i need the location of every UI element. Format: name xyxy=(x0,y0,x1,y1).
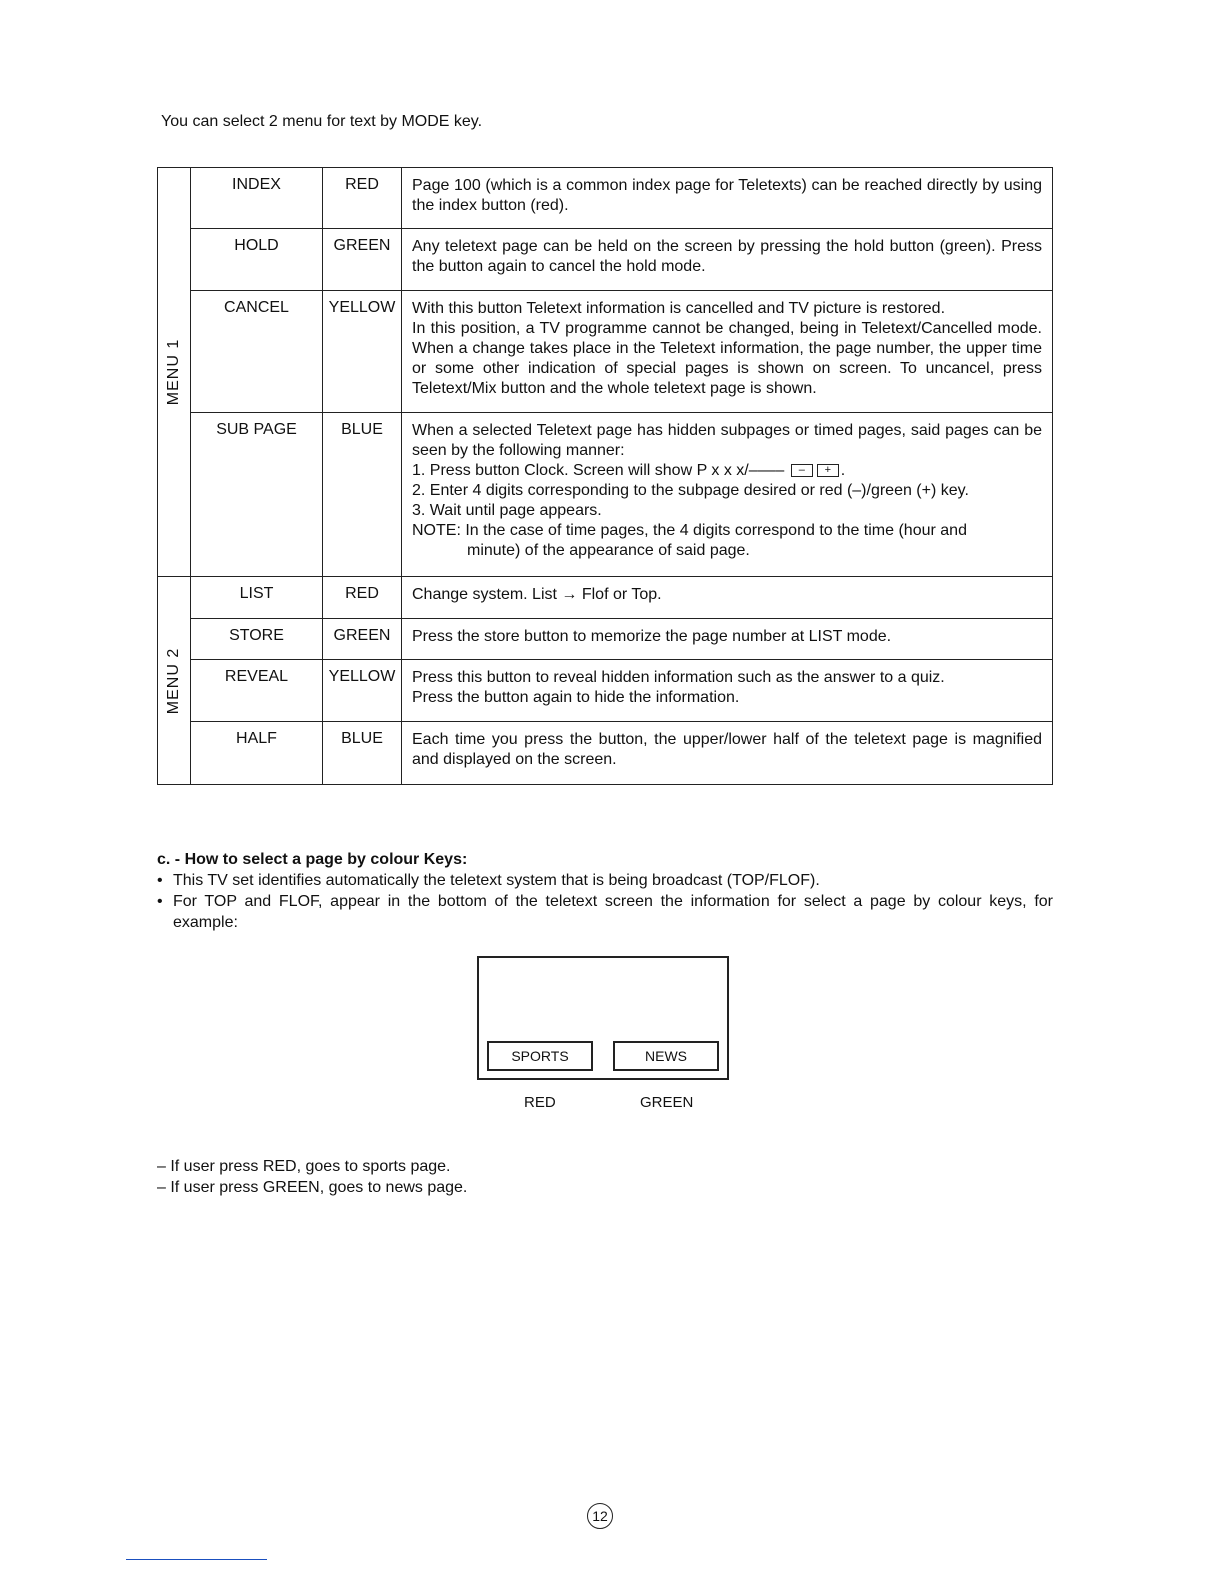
table-row xyxy=(158,291,1053,413)
description-cell xyxy=(402,577,1053,619)
intro-text: You can select 2 menu for text by MODE key. xyxy=(161,113,483,130)
description-line: NOTE: In the case of time pages, the 4 digits correspond to the time (hour and xyxy=(412,522,967,539)
menu2-label-cell xyxy=(158,577,191,785)
description-cell xyxy=(402,168,1053,229)
menu1-label: MENU 1 xyxy=(165,338,182,406)
description-cell xyxy=(402,229,1053,291)
colour-cell: YELLOW xyxy=(323,660,402,722)
bullet-text: For TOP and FLOF, appear in the bottom of the teletext screen the information for select a page by colour keys, for example: xyxy=(173,893,1053,931)
minus-key-icon: – xyxy=(791,464,813,477)
description-line: Press the button again to hide the information. xyxy=(412,689,740,706)
colour-cell: RED xyxy=(323,577,402,619)
step-text: 1. Press button Clock. Screen will show P x x x/–––– xyxy=(412,462,785,479)
description-line: Change system. List → Flof or Top. xyxy=(412,586,662,603)
description-line: Any teletext page can be held on the screen by pressing the hold button (green). Press the button again to cancel the hold mode. xyxy=(412,238,1042,275)
description-line: 2. Enter 4 digits corresponding to the subpage desired or red (–)/green (+) key. xyxy=(412,482,969,499)
function-cell: INDEX xyxy=(191,168,323,229)
description-cell xyxy=(402,660,1053,722)
function-cell: LIST xyxy=(191,577,323,619)
bullet-item xyxy=(157,870,1053,891)
colour-cell: GREEN xyxy=(323,619,402,660)
colour-cell: GREEN xyxy=(323,229,402,291)
table-row xyxy=(158,619,1053,660)
news-button: NEWS xyxy=(613,1041,719,1071)
function-cell: HOLD xyxy=(191,229,323,291)
footer-divider xyxy=(126,1559,267,1560)
bullet-text: This TV set identifies automatically the teletext system that is being broadcast (TOP/FLOF). xyxy=(173,872,820,889)
description-line: When a selected Teletext page has hidden subpages or timed pages, said pages can be seen by the following manner: xyxy=(412,422,1042,459)
teletext-menu-table xyxy=(157,167,1053,785)
colour-cell: BLUE xyxy=(323,722,402,785)
colour-keys-section xyxy=(157,849,1053,933)
description-line: In this position, a TV programme cannot be changed, being in Teletext/Cancelled mode. When a change takes place in the Teletext information, the page number, the upper time or some other indication of special pages is shown on screen. To uncancel, press Teletext/Mix button and the whole teletext page is shown. xyxy=(412,320,1042,397)
bullet-icon: • xyxy=(157,872,163,889)
description-cell xyxy=(402,291,1053,413)
function-cell: REVEAL xyxy=(191,660,323,722)
table-row xyxy=(158,660,1053,722)
function-cell: CANCEL xyxy=(191,291,323,413)
bullet-item xyxy=(157,891,1053,933)
red-key-label: RED xyxy=(524,1094,556,1111)
function-cell: HALF xyxy=(191,722,323,785)
description-line: minute) of the appearance of said page. xyxy=(467,542,750,559)
function-cell: STORE xyxy=(191,619,323,660)
description-line: Each time you press the button, the upper/lower half of the teletext page is magnified and displayed on the screen. xyxy=(412,731,1042,768)
sports-button: SPORTS xyxy=(487,1041,593,1071)
colour-cell: RED xyxy=(323,168,402,229)
list-item: – If user press RED, goes to sports page. xyxy=(157,1158,451,1175)
description-line: Press the store button to memorize the page number at LIST mode. xyxy=(412,628,892,645)
bullet-icon: • xyxy=(157,893,163,910)
menu1-label-cell xyxy=(158,168,191,577)
list-item: – If user press GREEN, goes to news page. xyxy=(157,1179,468,1196)
table-row xyxy=(158,229,1053,291)
colour-cell: BLUE xyxy=(323,413,402,577)
description-cell xyxy=(402,722,1053,785)
description-cell xyxy=(402,413,1053,577)
teletext-screen-illustration xyxy=(477,956,729,1080)
dash-list xyxy=(157,1156,467,1198)
function-cell: SUB PAGE xyxy=(191,413,323,577)
page-number: 12 xyxy=(587,1503,613,1529)
colour-cell: YELLOW xyxy=(323,291,402,413)
plus-key-icon: + xyxy=(817,464,839,477)
table-row xyxy=(158,168,1053,229)
section-heading: c. - How to select a page by colour Keys: xyxy=(157,851,468,868)
menu2-label: MENU 2 xyxy=(165,647,182,714)
description-line: Press this button to reveal hidden information such as the answer to a quiz. xyxy=(412,669,945,686)
green-key-label: GREEN xyxy=(640,1094,694,1111)
description-line: 1. Press button Clock. Screen will show P x x x/–––– – + . xyxy=(412,462,846,479)
table-row xyxy=(158,577,1053,619)
table-row xyxy=(158,413,1053,577)
description-line: Page 100 (which is a common index page for Teletexts) can be reached directly by using the index button (red). xyxy=(412,177,1042,214)
description-cell xyxy=(402,619,1053,660)
description-line: With this button Teletext information is cancelled and TV picture is restored. xyxy=(412,300,946,317)
table-row xyxy=(158,722,1053,785)
description-line: 3. Wait until page appears. xyxy=(412,502,602,519)
